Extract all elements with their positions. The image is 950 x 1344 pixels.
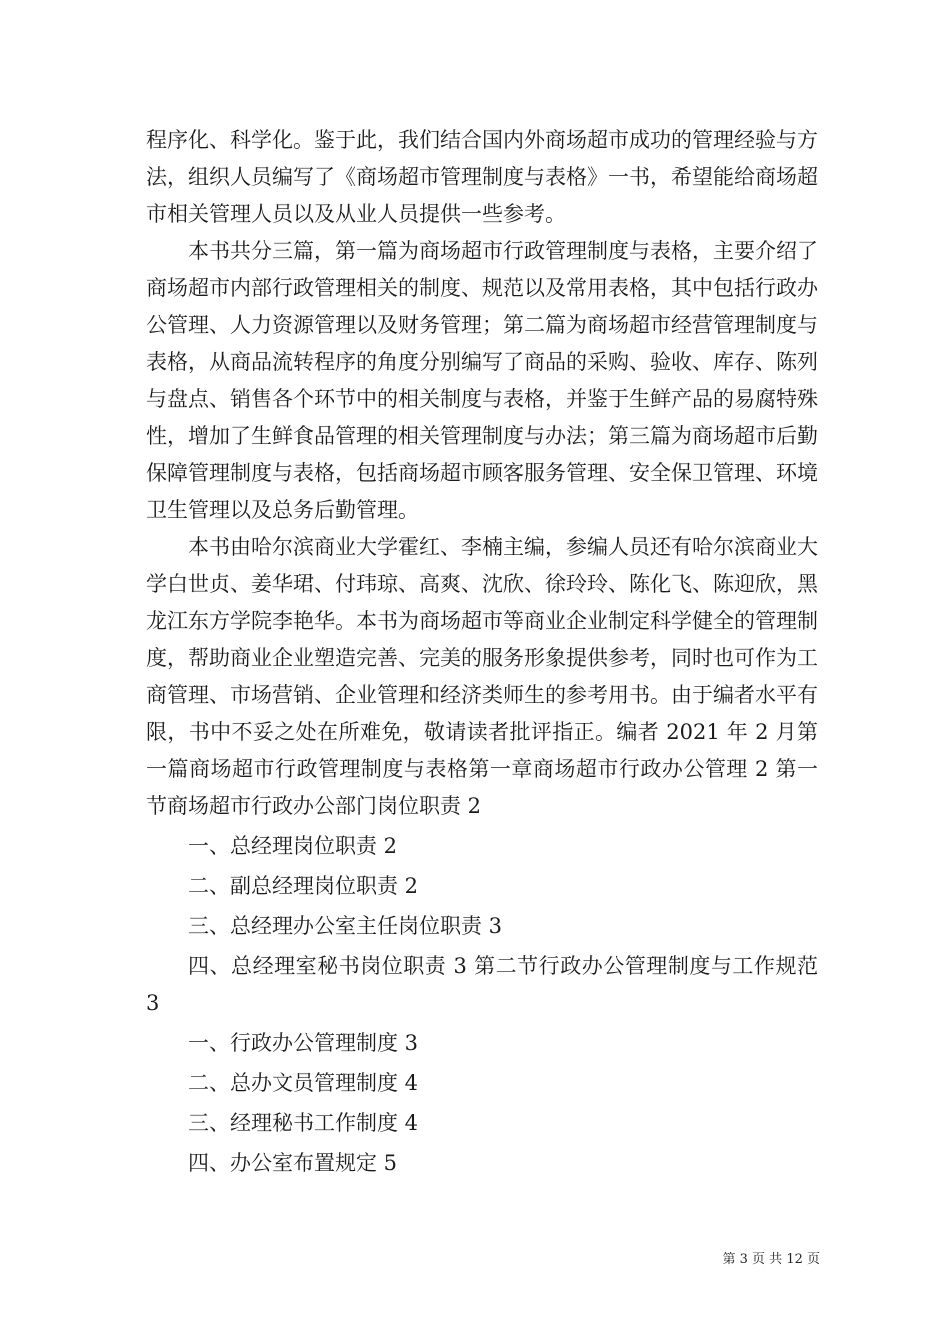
toc-item: 三、总经理办公室主任岗位职责 3 (188, 914, 503, 938)
toc-item: 一、行政办公管理制度 3 (188, 1031, 419, 1055)
paragraph-intro-continuation: 程序化、科学化。鉴于此，我们结合国内外商场超市成功的管理经验与方法，组织人员编写了《商场超市管理制度与表格》一书，希望能给商场超市相关管理人员以及从业人员提供一些参考。 (146, 128, 818, 226)
toc-item: 三、经理秘书工作制度 4 (188, 1111, 419, 1135)
document-body (146, 122, 818, 1182)
paragraph-book-structure: 本书共分三篇，第一篇为商场超市行政管理制度与表格，主要介绍了商场超市内部行政管理相关的制度、规范以及常用表格，其中包括行政办公管理、人力资源管理以及财务管理；第二篇为商场超市经营管理制度与表格，从商品流转程序的角度分别编写了商品的采购、验收、库存、陈列与盘点、销售各个环节中的相关制度与表格，并鉴于生鲜产品的易腐特殊性，增加了生鲜食品管理的相关管理制度与办法；第三篇为商场超市后勤保障管理制度与表格，包括商场超市顾客服务管理、安全保卫管理、环境卫生管理以及总务后勤管理。 (146, 239, 818, 522)
toc-item: 一、总经理岗位职责 2 (188, 834, 398, 858)
toc-item: 二、副总经理岗位职责 2 (188, 874, 419, 898)
toc-item: 四、总经理室秘书岗位职责 3 第二节行政办公管理制度与工作规范 3 (146, 954, 818, 1015)
page-number-footer: 第 3 页 共 12 页 (722, 1252, 820, 1267)
paragraph-editors: 本书由哈尔滨商业大学霍红、李楠主编，参编人员还有哈尔滨商业大学白世贞、姜华珺、付玮琼、高爽、沈欣、徐玲玲、陈化飞、陈迎欣，黑龙江东方学院李艳华。本书为商场超市等商业企业制定科学健全的管理制度，帮助商业企业塑造完善、完美的服务形象提供参考，同时也可作为工商管理、市场营销、企业管理和经济类师生的参考用书。由于编者水平有限，书中不妥之处在所难免，敬请读者批评指正。编者 2021 年 2 月第一篇商场超市行政管理制度与表格第一章商场超市行政办公管理 2 第一节商场超市行政办公部门岗位职责 2 (146, 535, 818, 818)
toc-item: 四、办公室布置规定 5 (188, 1151, 398, 1175)
toc-item: 二、总办文员管理制度 4 (188, 1071, 419, 1095)
